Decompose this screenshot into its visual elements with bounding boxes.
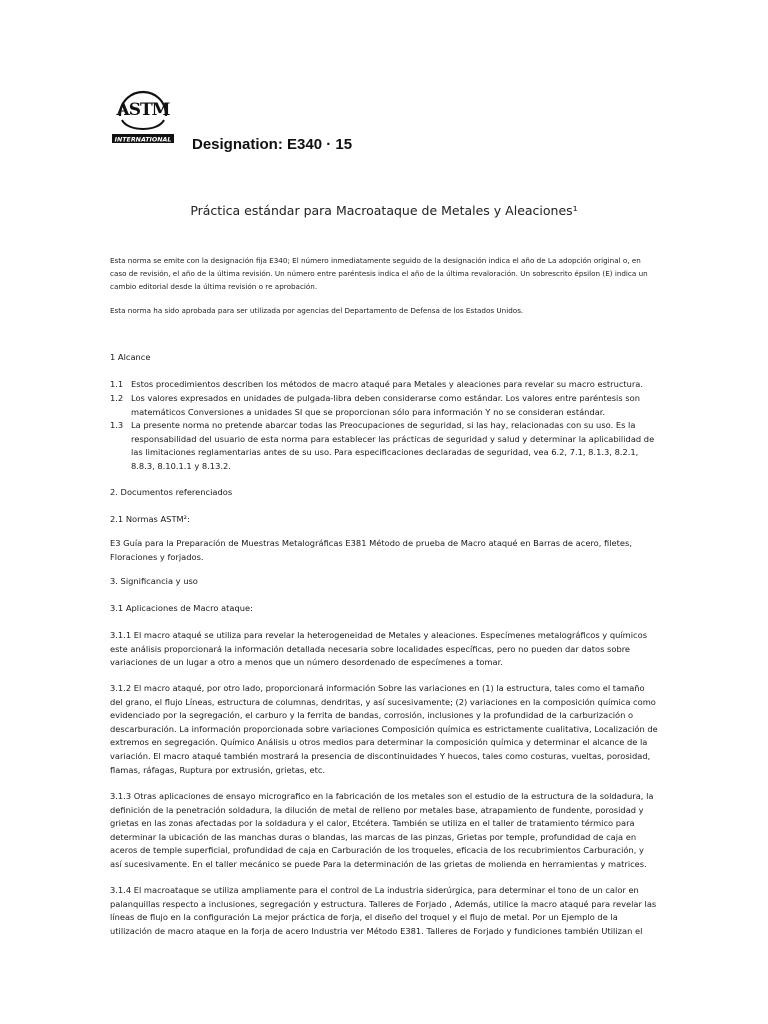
subsection-heading-applications: 3.1 Aplicaciones de Macro ataque: [110, 603, 253, 613]
item-text: La presente norma no pretende abarcar todas las Preocupaciones de seguridad, si las hay, relacionadas con su uso. Es la responsabilidad del usuario de esta norma para establecer las prácticas de seguridad y salud y determinar la aplicabilidad de las limitaciones reglamentarias antes de su uso. Para especificaciones declaradas de seguridad, vea 6.2, 7.1, 8.1.3, 8.2.1, 8.8.3, 8.10.1.1 y 8.13.2. [131, 420, 655, 471]
designation: Designation: E340 · 15 [192, 136, 353, 153]
svg-text:INTERNATIONAL: INTERNATIONAL [114, 136, 172, 144]
document-title: Práctica estándar para Macroataque de Metales y Aleaciones¹ [190, 203, 578, 218]
list-item [110, 419, 658, 475]
astm-logo [108, 88, 178, 148]
svg-text:ASTM: ASTM [116, 100, 170, 120]
paragraph-3-1-4: 3.1.4 El macroataque se utiliza ampliamente para el control de La industria siderúrgica, para determinar el tono de un calor en palanquillas respecto a inclusiones, segregación y estructura. Talleres de Forjado , Además, utilice la macro ataqué para revelar las líneas de flujo en la configuración La mejor práctica de forja, el diseño del troquel y el flujo de metal. Por un Ejemplo de la utilización de macro ataque en la forja de acero Industria ver Método E381. Talleres de Forjado y fundiciones también Utilizan el [110, 885, 657, 936]
item-number: 1.3 [110, 420, 124, 430]
paragraph-3-1-3: 3.1.3 Otras aplicaciones de ensayo micrografico en la fabricación de los metales son el estudio de la estructura de la soldadura, la definición de la penetración soldadura, la dilución de metal de relleno por metales base, atrapamiento de fundente, porosidad y grietas en las zonas afectadas por la soldadura y el calor, Etcétera. También se utiliza en el taller de tratamiento térmico para determinar la ubicación de las manchas duras o blandas, las marcas de las pinzas, Grietas por temple, profundidad de caja en aceros de temple superficial, profundidad de caja en Carburación de los troqueles, eficacia de los recubrimientos Carburación, y así sucesivamente. En el taller mecánico se puede Para la determinación de las grietas de molienda en herramientas y matrices. [110, 791, 654, 869]
list-item [110, 378, 658, 392]
item-number: 1.1 [110, 379, 124, 389]
section-heading-scope: 1 Alcance [110, 352, 151, 362]
list-item [110, 392, 658, 420]
note-defense-approval: Esta norma ha sido aprobada para ser utilizada por agencias del Departamento de Defensa de los Estados Unidos. [110, 306, 524, 315]
paragraph-3-1-2: 3.1.2 El macro ataqué, por otro lado, proporcionará información Sobre las variaciones en (1) la estructura, tales como el tamaño del grano, el flujo Líneas, estructura de columnas, dendritas, y así sucesivamente; (2) variaciones en la composición química como evidenciado por la segregación, el carburo y la ferrita de bandas, corrosión, inclusiones y la profundidad de la carburización o descarburación. La información proporcionada sobre variaciones Composición química es estrictamente cualitativa, Localización de extremos en segregación. Químico Análisis u otros medios para determinar la composición química y determinar el alcance de la variación. El macro ataqué también mostrará la presencia de discontinuidades Y huecos, tales como costuras, vueltas, porosidad, flamas, ráfagas, Ruptura por extrusión, grietas, etc. [110, 683, 658, 775]
paragraph-astm-standards: E3 Guía para la Preparación de Muestras Metalográficas E381 Método de prueba de Macro ataqué en Barras de acero, filetes, Floraciones y forjados. [110, 538, 632, 562]
subsection-heading-astm: 2.1 Normas ASTM²: [110, 514, 190, 524]
section-heading-significance: 3. Significancia y uso [110, 576, 198, 586]
section-heading-references: 2. Documentos referenciados [110, 487, 233, 497]
paragraph-3-1-1: 3.1.1 El macro ataqué se utiliza para revelar la heterogeneidad de Metales y aleaciones. Especímenes metalográficos y químicos este análisis proporcionará la información detallada necesaria sobre localidades específicas, pero no pueden dar datos sobre variaciones de un lugar a otro a menos que un número desordenado de especímenes a tomar. [110, 630, 648, 668]
item-text: Los valores expresados en unidades de pulgada-libra deben considerarse como estándar. Los valores entre paréntesis son matemáticos Conversiones a unidades SI que se proporcionan sólo para información Y no se consideran estándar. [131, 393, 640, 417]
note-designation: Esta norma se emite con la designación fija E340; El número inmediatamente seguido de la designación indica el año de La adopción original o, en caso de revisión, el año de la última revisión. Un número entre paréntesis indica el año de la última revaloración. Un sobrescrito épsilon (E) indica un cambio editorial desde la última revisión o re aprobación. [110, 256, 648, 291]
item-number: 1.2 [110, 393, 124, 403]
item-text: Estos procedimientos describen los métodos de macro ataqué para Metales y aleaciones para revelar su macro estructura. [131, 379, 644, 389]
